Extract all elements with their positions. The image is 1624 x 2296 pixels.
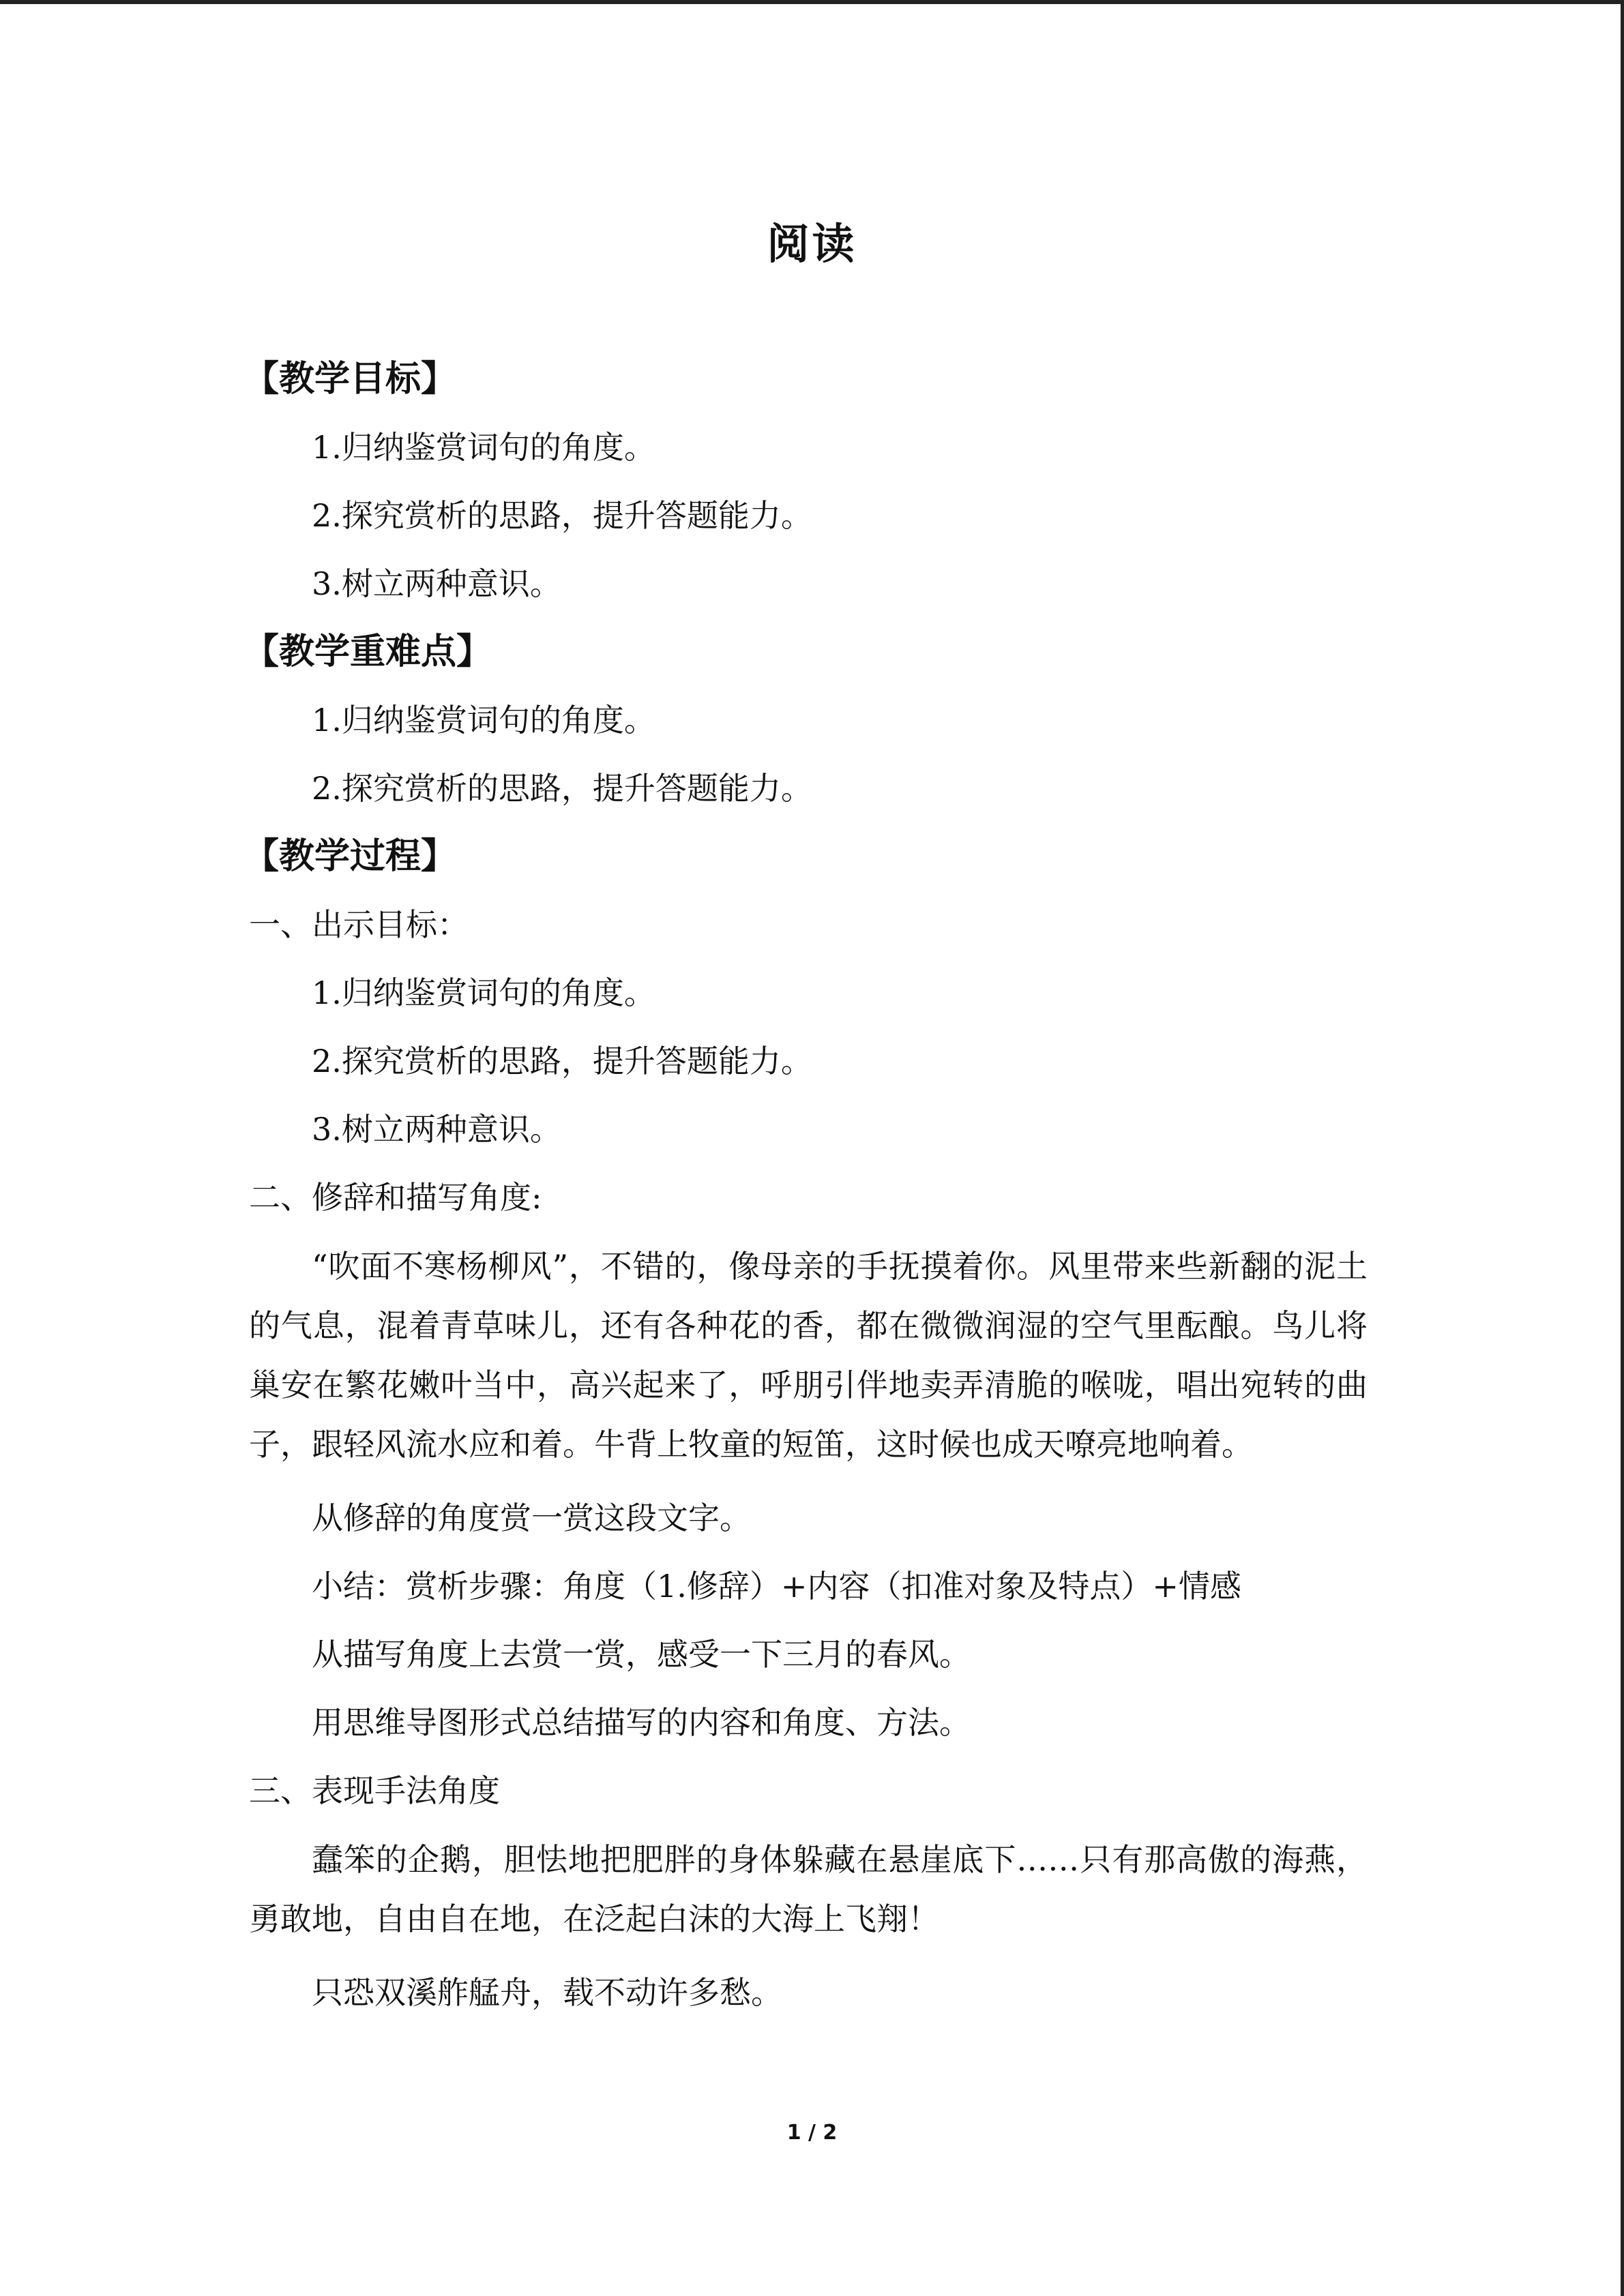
passage-petrel: 蠢笨的企鹅，胆怯地把肥胖的身体躲藏在悬崖底下……只有那高傲的海燕，勇敢地，自由自在地，在泛起白沫的大海上飞翔！ — [249, 1841, 1368, 1937]
page-right-border — [1621, 0, 1624, 2296]
process-part1-item: 3.树立两种意识。 — [312, 1111, 561, 1148]
goal-item: 1.归纳鉴赏词句的角度。 — [312, 429, 655, 466]
section-heading-key-points: 【教学重难点】 — [243, 631, 492, 672]
process-part3-title: 三、表现手法角度 — [249, 1772, 500, 1809]
process-part2-line: 从修辞的角度赏一赏这段文字。 — [312, 1500, 751, 1536]
key-point-item: 1.归纳鉴赏词句的角度。 — [312, 702, 655, 739]
process-part1-item: 2.探究赏析的思路，提升答题能力。 — [312, 1043, 812, 1079]
process-part2-line: 用思维导图形式总结描写的内容和角度、方法。 — [312, 1704, 971, 1741]
process-part2-title: 二、修辞和描写角度: — [249, 1179, 542, 1216]
key-point-item: 2.探究赏析的思路，提升答题能力。 — [312, 770, 812, 807]
page-top-border — [0, 0, 1624, 4]
document-title: 阅读 — [767, 219, 857, 269]
section-heading-process: 【教学过程】 — [243, 836, 457, 877]
document-body — [243, 345, 1368, 2027]
poem-line: 只恐双溪舴艋舟，载不动许多愁。 — [312, 1974, 782, 2011]
process-part1-item: 1.归纳鉴赏词句的角度。 — [312, 974, 655, 1011]
process-part2-summary: 小结：赏析步骤：角度（1.修辞）+内容（扣准对象及特点）+情感 — [312, 1568, 1241, 1605]
process-part2-line: 从描写角度上去赏一赏，感受一下三月的春风。 — [312, 1636, 971, 1673]
goal-item: 2.探究赏析的思路，提升答题能力。 — [312, 497, 812, 534]
page-number: 1 / 2 — [786, 2121, 838, 2145]
process-part1-title: 一、出示目标： — [249, 906, 469, 943]
section-heading-goals: 【教学目标】 — [243, 359, 457, 400]
goal-item: 3.树立两种意识。 — [312, 565, 561, 602]
passage-spring-wind: “吹面不寒杨柳风”，不错的，像母亲的手抚摸着你。风里带来些新翻的泥土的气息，混着青草味儿，还有各种花的香，都在微微润湿的空气里酝酿。鸟儿将巢安在繁花嫩叶当中，高兴起来了，呼朋引伴地卖弄清脆的喉咙，唱出宛转的曲子，跟轻风流水应和着。牛背上牧童的短笛，这时候也成天嘹亮地响着。 — [249, 1248, 1368, 1463]
